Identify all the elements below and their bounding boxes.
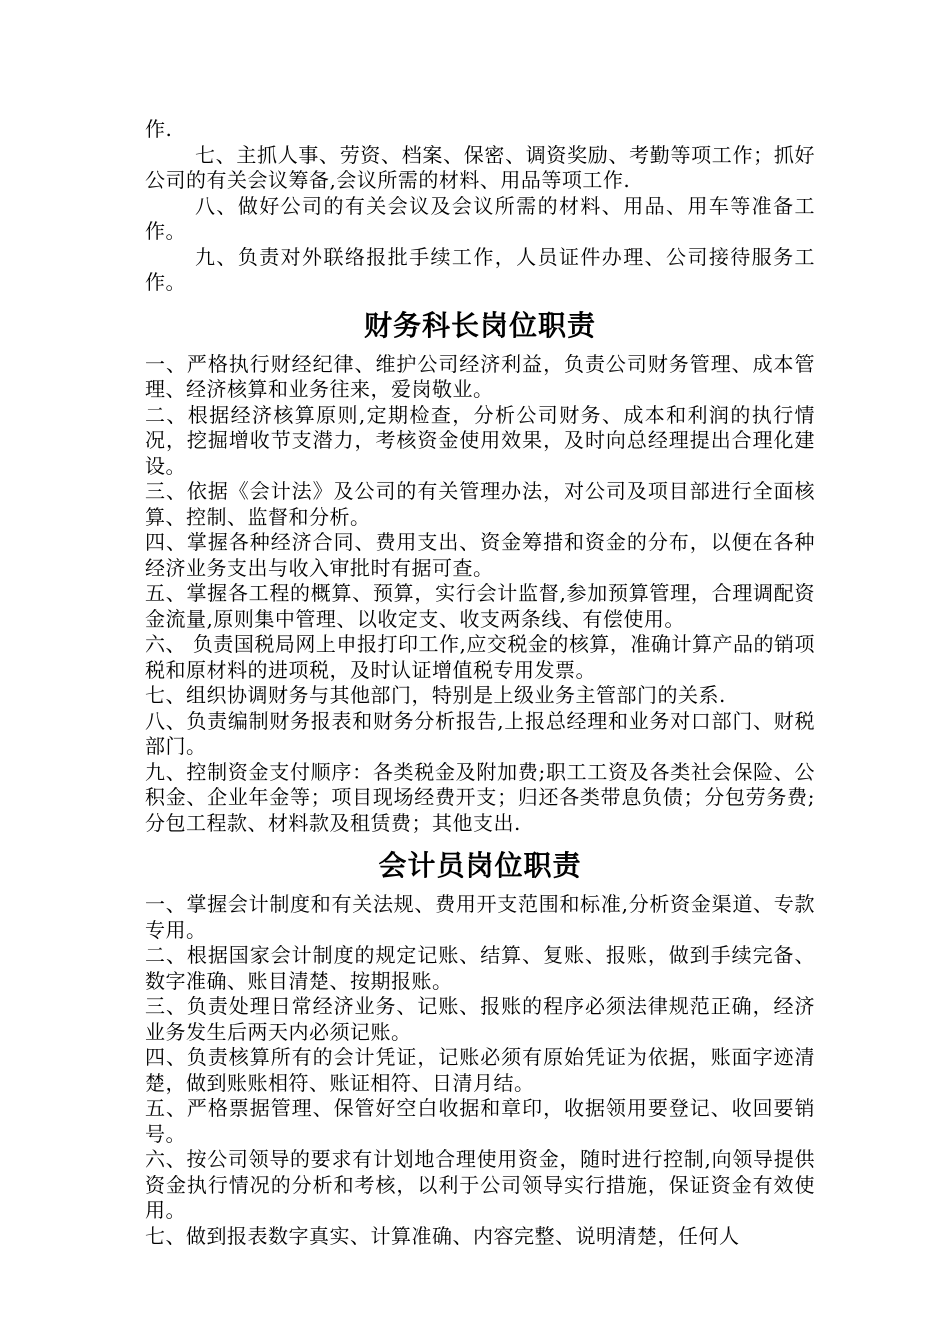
duty-item: 八、做好公司的有关会议及会议所需的材料、用品、用车等准备工作。 (145, 193, 815, 243)
duty-item: 四、掌握各种经济合同、费用支出、资金筹措和资金的分布，以便在各种经济业务支出与收入审批时有据可查。 (145, 530, 815, 580)
duty-item: 五、严格票据管理、保管好空白收据和章印，收据领用要登记、收回要销号。 (145, 1096, 815, 1146)
duty-item: 二、根据经济核算原则,定期检查，分析公司财务、成本和利润的执行情况，挖掘增收节支潜力，考核资金使用效果，及时向总经理提出合理化建设。 (145, 402, 815, 478)
continued-paragraph: 作. (145, 117, 173, 141)
duty-item: 一、严格执行财经纪律、维护公司经济利益，负责公司财务管理、成本管理、经济核算和业务往来，爱岗敬业。 (145, 351, 815, 401)
duty-item: 七、做到报表数字真实、计算准确、内容完整、说明清楚，任何人 (145, 1223, 740, 1248)
duty-item: 七、主抓人事、劳资、档案、保密、调资奖励、考勤等项工作；抓好公司的有关会议筹备,会议所需的材料、用品等项工作. (145, 142, 815, 192)
duty-item: 八、负责编制财务报表和财务分析报告,上报总经理和业务对口部门、财税部门。 (145, 708, 815, 758)
duty-item: 二、根据国家会计制度的规定记账、结算、复账、报账，做到手续完备、数字准确、账目清楚、按期报账。 (145, 943, 815, 993)
section-title-finance-chief: 财务科长岗位职责 (363, 308, 596, 342)
duty-item: 一、掌握会计制度和有关法规、费用开支范围和标准,分析资金渠道、专款专用。 (145, 892, 815, 942)
section-title-accountant: 会计员岗位职责 (378, 849, 582, 882)
duty-item: 六、 负责国税局网上申报打印工作,应交税金的核算，准确计算产品的销项税和原材料的进项税，及时认证增值税专用发票。 (145, 632, 815, 682)
duty-item: 三、负责处理日常经济业务、记账、报账的程序必须法律规范正确，经济业务发生后两天内必须记账。 (145, 994, 815, 1044)
duty-item: 六、按公司领导的要求有计划地合理使用资金，随时进行控制,向领导提供资金执行情况的分析和考核，以利于公司领导实行措施，保证资金有效使用。 (145, 1147, 815, 1222)
duty-item: 九、控制资金支付顺序：各类税金及附加费;职工工资及各类社会保险、公积金、企业年金等；项目现场经费开支；归还各类带息负债；分包劳务费;分包工程款、材料款及租赁费；其他支出. (145, 759, 815, 835)
duty-item: 四、负责核算所有的会计凭证，记账必须有原始凭证为依据，账面字迹清楚，做到账账相符、账证相符、日清月结。 (145, 1045, 815, 1095)
document-body (145, 117, 815, 1249)
duty-item: 七、组织协调财务与其他部门，特别是上级业务主管部门的关系. (145, 683, 726, 707)
duty-item: 五、掌握各工程的概算、预算，实行会计监督,参加预算管理，合理调配资金流量,原则集中管理、以收定支、收支两条线、有偿使用。 (145, 581, 815, 631)
duty-item: 三、依据《会计法》及公司的有关管理办法，对公司及项目部进行全面核算、控制、监督和分析。 (145, 479, 815, 529)
duty-item: 九、负责对外联络报批手续工作，人员证件办理、公司接待服务工作。 (145, 244, 815, 294)
